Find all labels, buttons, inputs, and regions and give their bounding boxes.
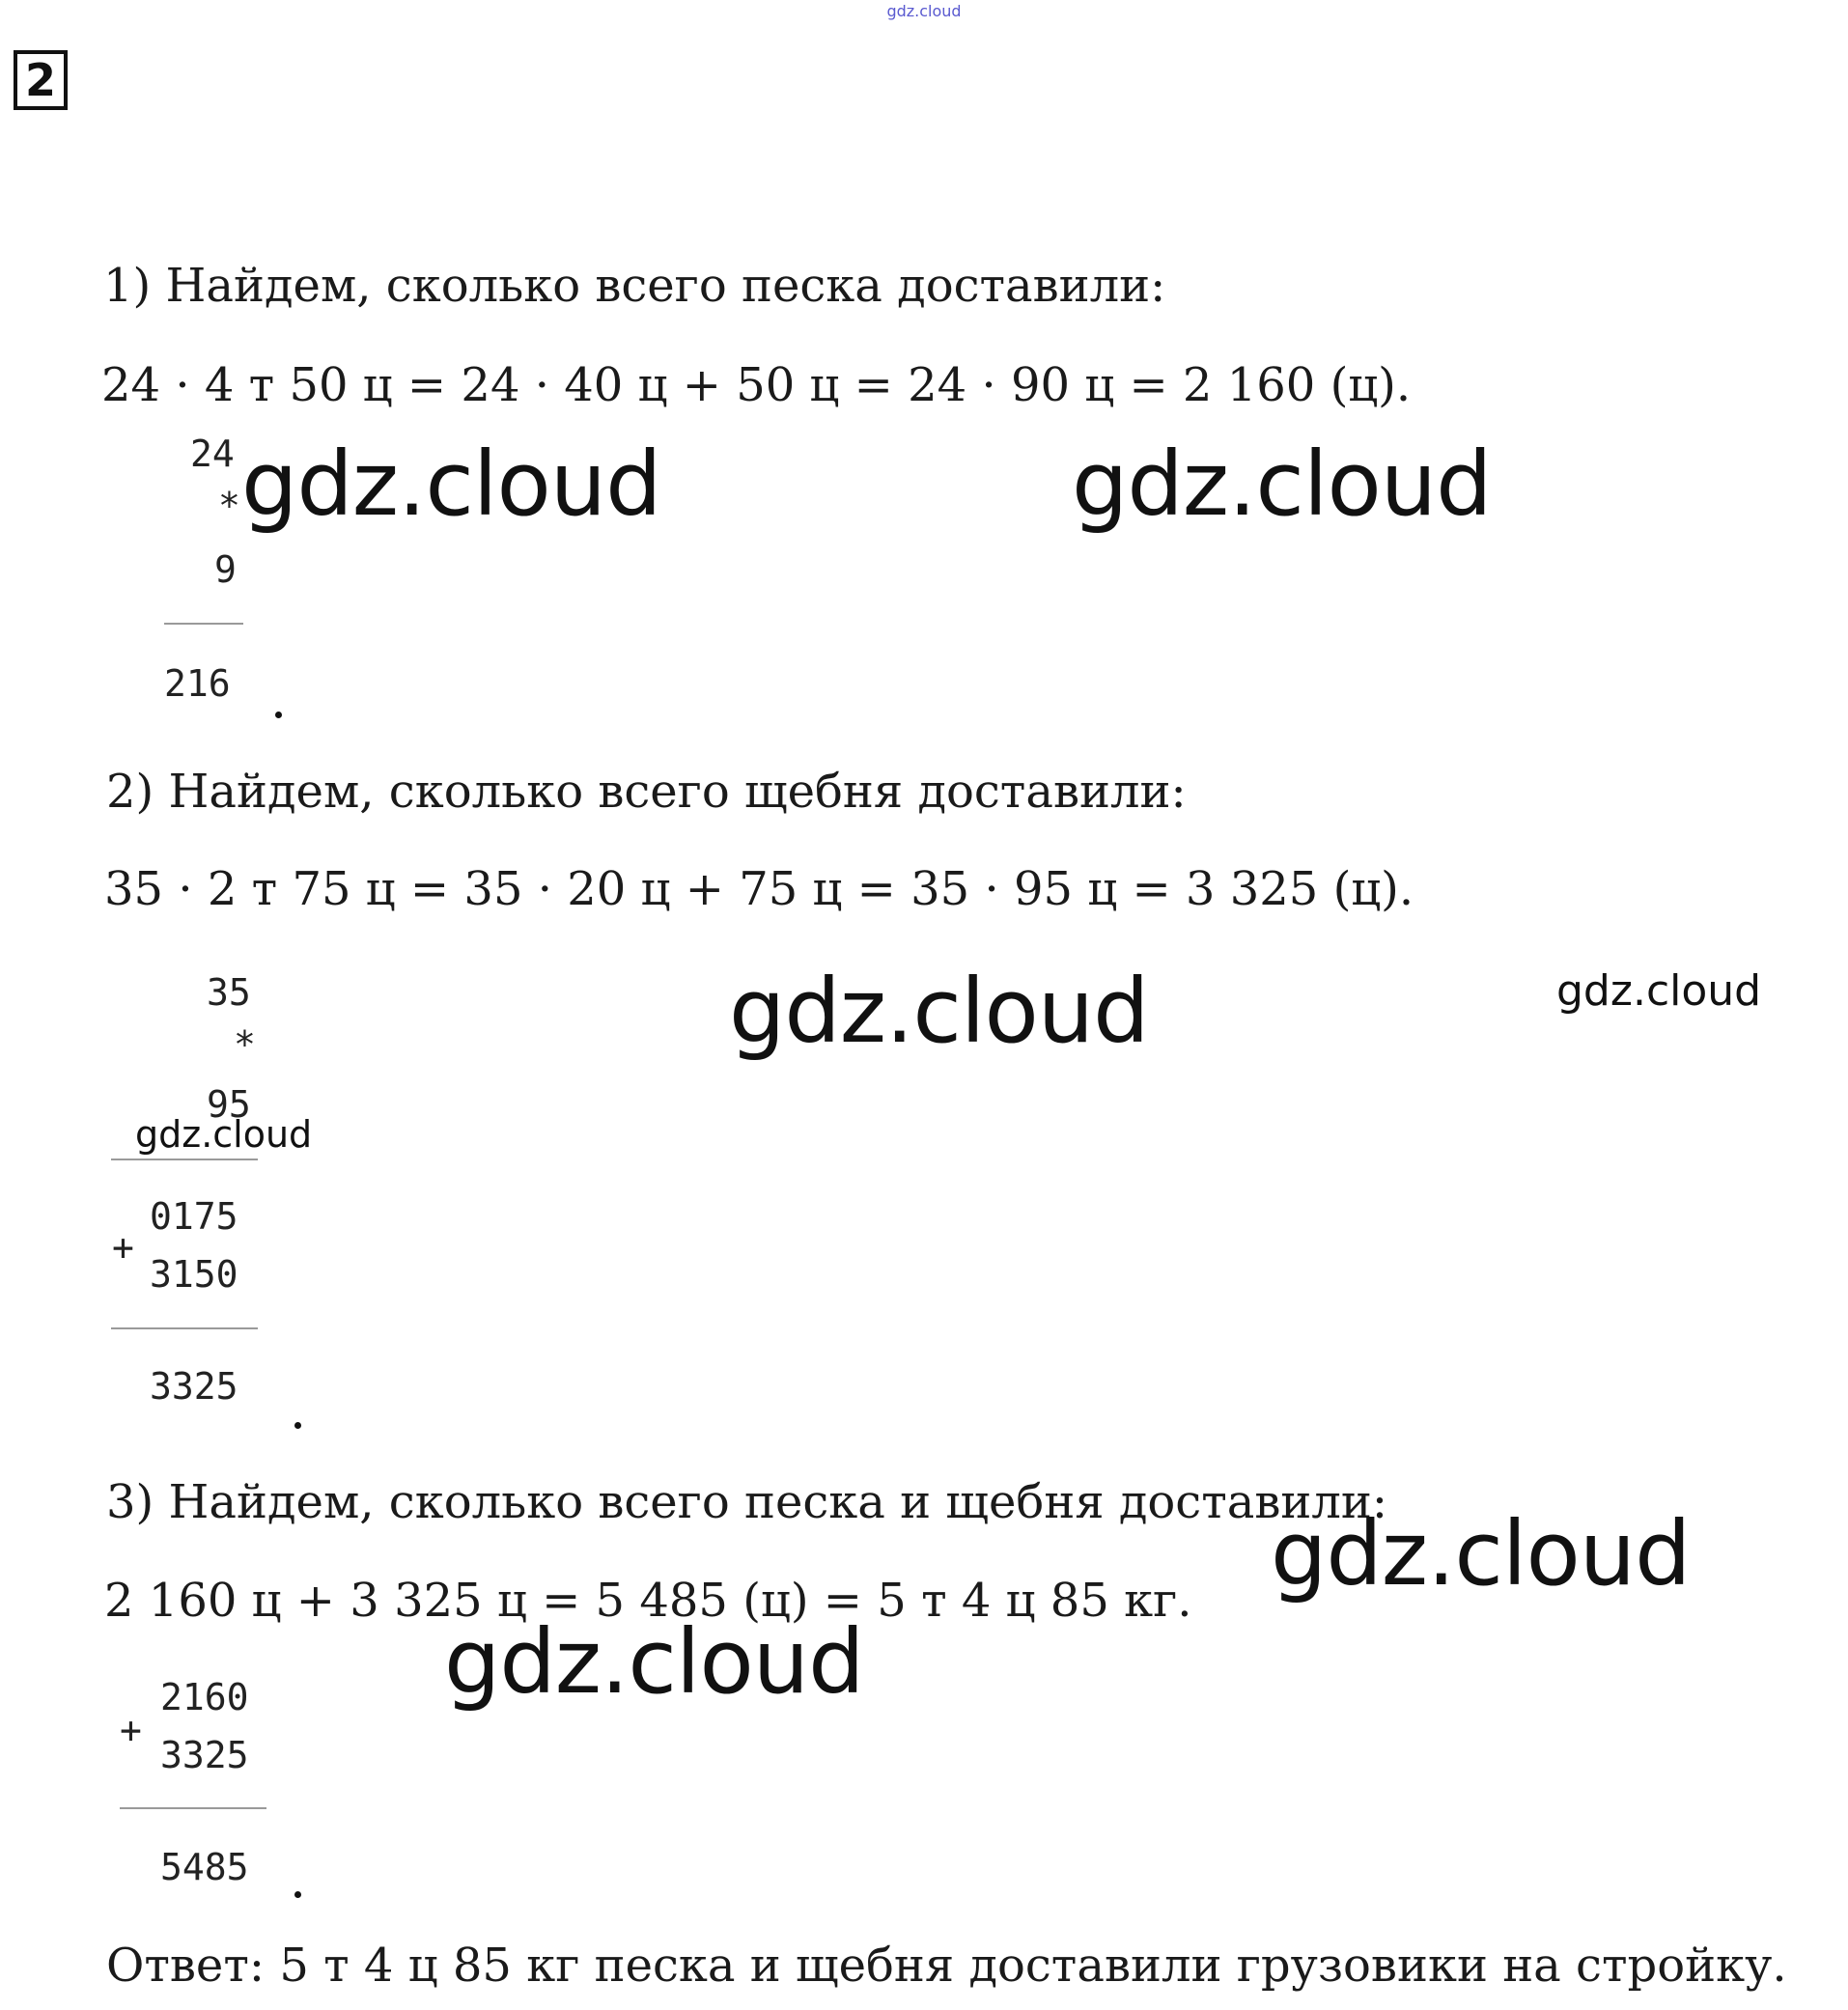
step-2-calc-plus: + xyxy=(112,1226,134,1269)
site-mark-top: gdz.cloud xyxy=(886,2,962,20)
step-2-calc-rule-2 xyxy=(111,1327,258,1329)
step-2-title: 2) Найдем, сколько всего щебня доставили: xyxy=(106,765,1187,819)
step-1-calc-rule xyxy=(164,623,243,625)
step-2-calc-result: 3325 xyxy=(150,1365,238,1408)
step-2-calc-bottom: 95 xyxy=(207,1083,251,1126)
step-3-calc-top: 2160 xyxy=(160,1676,249,1718)
watermark-1: gdz.cloud xyxy=(241,433,661,536)
step-3-calc-dot xyxy=(294,1891,301,1898)
answer-text: Ответ: 5 т 4 ц 85 кг песка и щебня доставили грузовики на стройку. xyxy=(106,1939,1787,1993)
step-1-calc-bottom: 9 xyxy=(214,548,237,591)
watermark-3: gdz.cloud xyxy=(729,960,1149,1063)
watermark-7: gdz.cloud xyxy=(444,1610,864,1714)
step-3-calc-result: 5485 xyxy=(160,1846,249,1888)
step-2-equation: 35 · 2 т 75 ц = 35 · 20 ц + 75 ц = 35 · 95 ц = 3 325 (ц). xyxy=(104,862,1414,916)
step-2-calc-rule-1 xyxy=(111,1159,258,1160)
step-3-calc-plus: + xyxy=(120,1709,142,1751)
step-1-calc-operator: * xyxy=(218,485,240,527)
watermark-2: gdz.cloud xyxy=(1072,433,1492,536)
step-3-calc-rule xyxy=(120,1807,266,1809)
step-2-calc-operator: * xyxy=(234,1023,256,1066)
step-3-equation: 2 160 ц + 3 325 ц = 5 485 (ц) = 5 т 4 ц 85 кг. xyxy=(104,1574,1192,1628)
step-2-calc-dot xyxy=(294,1422,301,1429)
watermark-6: gdz.cloud xyxy=(1271,1502,1691,1605)
step-1-calc-result: 216 xyxy=(164,662,231,705)
step-2-calc-top: 35 xyxy=(207,971,251,1014)
watermark-5: gdz.cloud xyxy=(135,1113,313,1156)
step-2-calc-partial-2: 3150 xyxy=(150,1253,238,1296)
step-1-calc-dot xyxy=(275,712,282,718)
step-3-calc-bottom: 3325 xyxy=(160,1734,249,1776)
step-1-calc-top: 24 xyxy=(190,433,235,475)
watermark-4: gdz.cloud xyxy=(1556,966,1762,1016)
step-1-equation: 24 · 4 т 50 ц = 24 · 40 ц + 50 ц = 24 · 90 ц = 2 160 (ц). xyxy=(101,358,1412,412)
step-2-calc-partial-1: 0175 xyxy=(150,1195,238,1238)
step-3-title: 3) Найдем, сколько всего песка и щебня доставили: xyxy=(106,1475,1388,1529)
step-1-title: 1) Найдем, сколько всего песка доставили: xyxy=(103,259,1166,313)
task-number-badge: 2 xyxy=(14,50,68,110)
